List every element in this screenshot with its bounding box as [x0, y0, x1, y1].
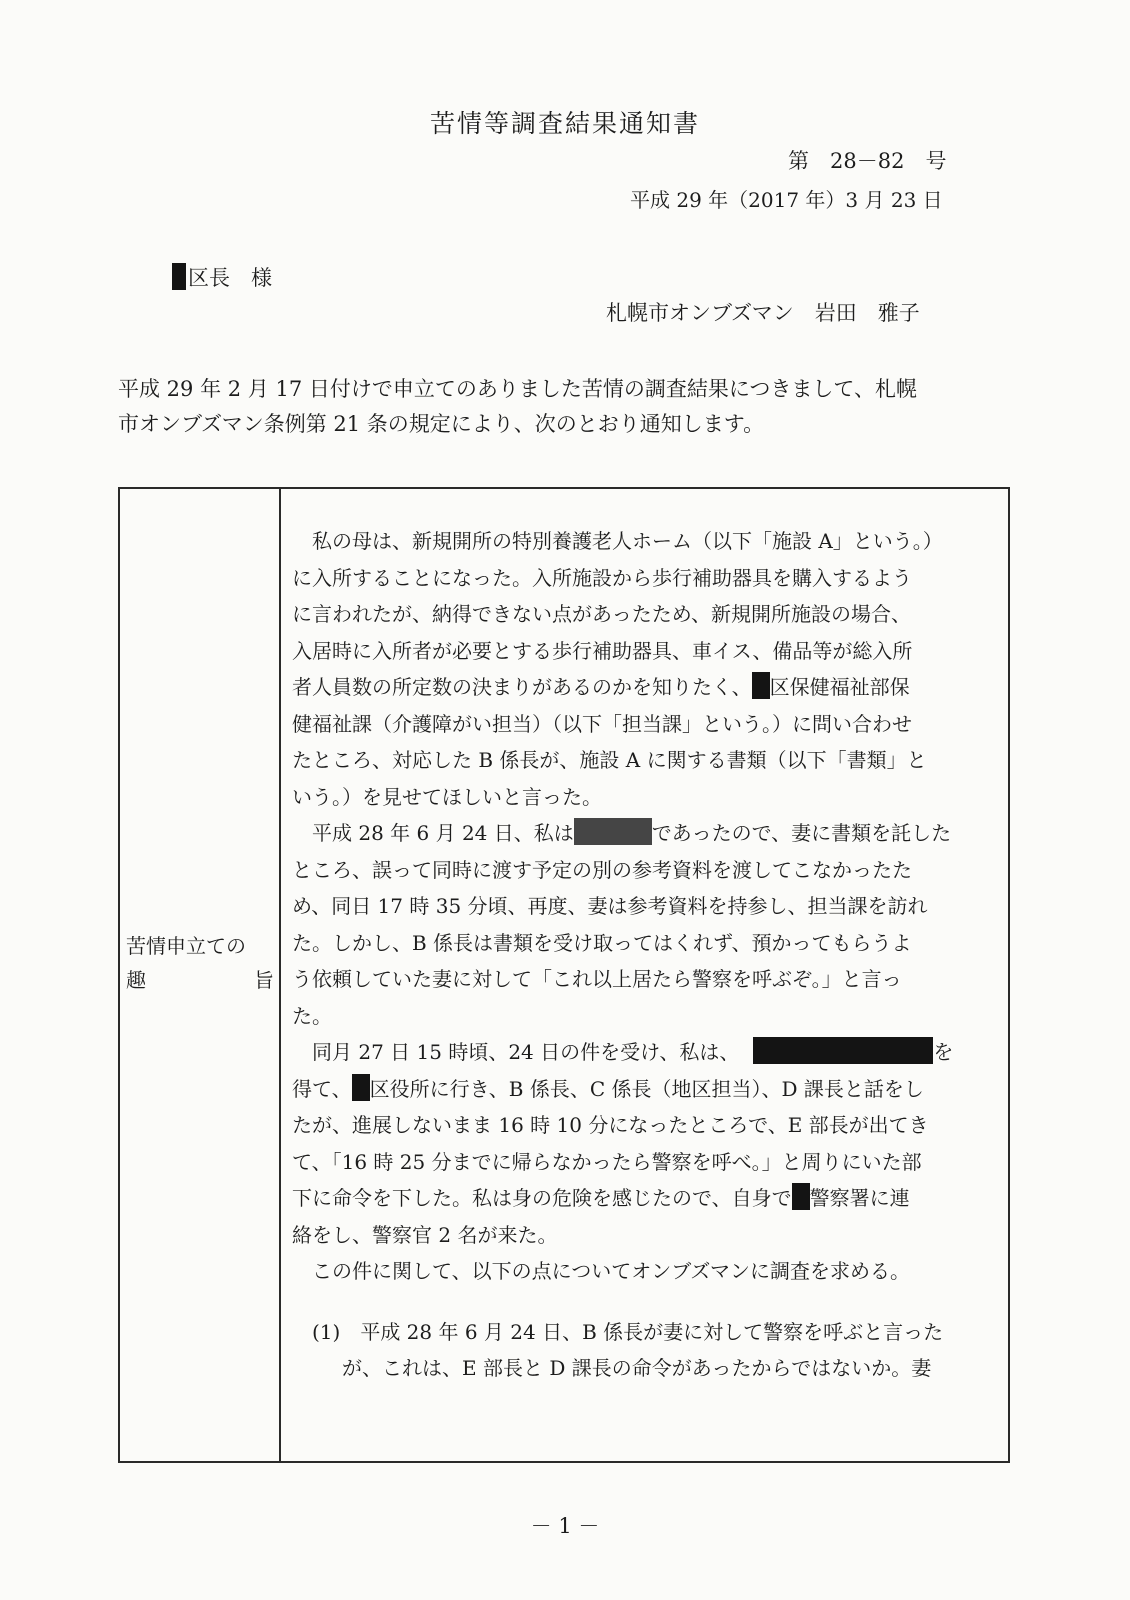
body-text: 得て、	[292, 1076, 352, 1101]
body-text: 者人員数の所定数の決まりがあるのかを知りたく、	[292, 675, 752, 699]
intro-paragraph	[118, 372, 1018, 442]
document-date: 平成 29 年（2017 年）3 月 23 日	[630, 188, 943, 212]
body-line: に言われたが、納得できない点があったため、新規開所施設の場合、	[292, 602, 911, 626]
item-line: が、これは、E 部長と D 課長の命令があったからではないか。妻	[342, 1356, 932, 1380]
body-line: 健福祉課（介護障がい担当）（以下「担当課」という。）に問い合わせ	[292, 711, 912, 736]
label-char: 旨	[254, 968, 274, 992]
intro-line: 平成 29 年 2 月 17 日付けで申立てのありました苦情の調査結果につきまして、札幌	[118, 377, 918, 401]
label-char: 趣	[126, 968, 146, 992]
label-line	[126, 963, 274, 997]
body-line: 入居時に入所者が必要とする歩行補助器具、車イス、備品等が総入所	[292, 638, 913, 663]
redaction-block	[753, 1037, 933, 1064]
body-line: う依頼していた妻に対して「これ以上居たら警察を呼ぶぞ。」と言っ	[292, 967, 902, 991]
item-line: (1) 平成 28 年 6 月 24 日、B 係長が妻に対して警察を呼ぶと言った	[312, 1319, 944, 1344]
body-text: 警察署に連	[809, 1186, 910, 1210]
body-line	[292, 669, 1004, 706]
label-line: 苦情申立ての	[126, 934, 246, 958]
body-line: いう。）を見せてほしいと言った。	[292, 784, 602, 809]
table-divider	[279, 489, 281, 1461]
complaint-label	[126, 929, 274, 997]
redaction-block	[752, 672, 770, 699]
intro-line: 市オンブズマン条例第 21 条の規定により、次のとおり通知します。	[118, 412, 765, 436]
document-number: 第 28－82 号	[788, 149, 947, 173]
redaction-block	[352, 1074, 370, 1101]
body-text: 平成 28 年 6 月 24 日、私は	[312, 821, 574, 845]
body-text: を	[933, 1040, 954, 1064]
body-text: 区役所に行き、B 係長、C 係長（地区担当）、D 課長と話をし	[369, 1076, 924, 1101]
body-text: 区保健福祉部保	[769, 675, 910, 699]
body-line: め、同日 17 時 35 分頃、再度、妻は参考資料を持参し、担当課を訪れ	[292, 894, 928, 918]
page-number: － 1 －	[530, 1514, 600, 1538]
body-line	[292, 1071, 1004, 1108]
body-line	[292, 815, 1004, 852]
body-line: 絡をし、警察官 2 名が来た。	[292, 1222, 558, 1247]
body-line: この件に関して、以下の点についてオンブズマンに調査を求める。	[312, 1259, 910, 1283]
addressee	[172, 262, 272, 292]
body-line: たところ、対応した B 係長が、施設 A に関する書類（以下「書類」と	[292, 748, 927, 772]
redaction-block	[792, 1183, 810, 1210]
body-line: ところ、誤って同時に渡す予定の別の参考資料を渡してこなかったた	[292, 857, 912, 882]
body-line: たが、進展しないまま 16 時 10 分になったところで、E 部長が出てき	[292, 1113, 929, 1137]
body-line	[292, 1180, 1004, 1217]
complaint-body	[292, 523, 1004, 1387]
document-title: 苦情等調査結果通知書	[429, 109, 700, 138]
body-line: に入所することになった。入所施設から歩行補助器具を購入するよう	[292, 565, 912, 590]
body-line	[292, 1034, 1004, 1071]
body-line: 私の母は、新規開所の特別養護老人ホーム（以下「施設 A」という。）	[312, 529, 943, 553]
redaction-block	[172, 263, 186, 290]
body-text: であったので、妻に書類を託した	[651, 821, 952, 845]
body-line: た。しかし、B 係長は書類を受け取ってはくれず、預かってもらうよ	[292, 930, 912, 955]
spacer	[292, 1290, 1004, 1314]
body-line: て、「16 時 25 分までに帰らなかったら警察を呼べ。」と周りにいた部	[292, 1149, 922, 1174]
body-line: た。	[292, 1003, 332, 1028]
body-text: 同月 27 日 15 時頃、24 日の件を受け、私は、	[312, 1040, 740, 1064]
redaction-block	[574, 818, 652, 845]
complaint-table	[118, 487, 1010, 1463]
body-text: 下に命令を下した。私は身の危険を感じたので、自身で	[292, 1186, 792, 1210]
sender: 札幌市オンブズマン 岩田 雅子	[606, 301, 920, 325]
addressee-text: 区長 様	[188, 266, 272, 290]
